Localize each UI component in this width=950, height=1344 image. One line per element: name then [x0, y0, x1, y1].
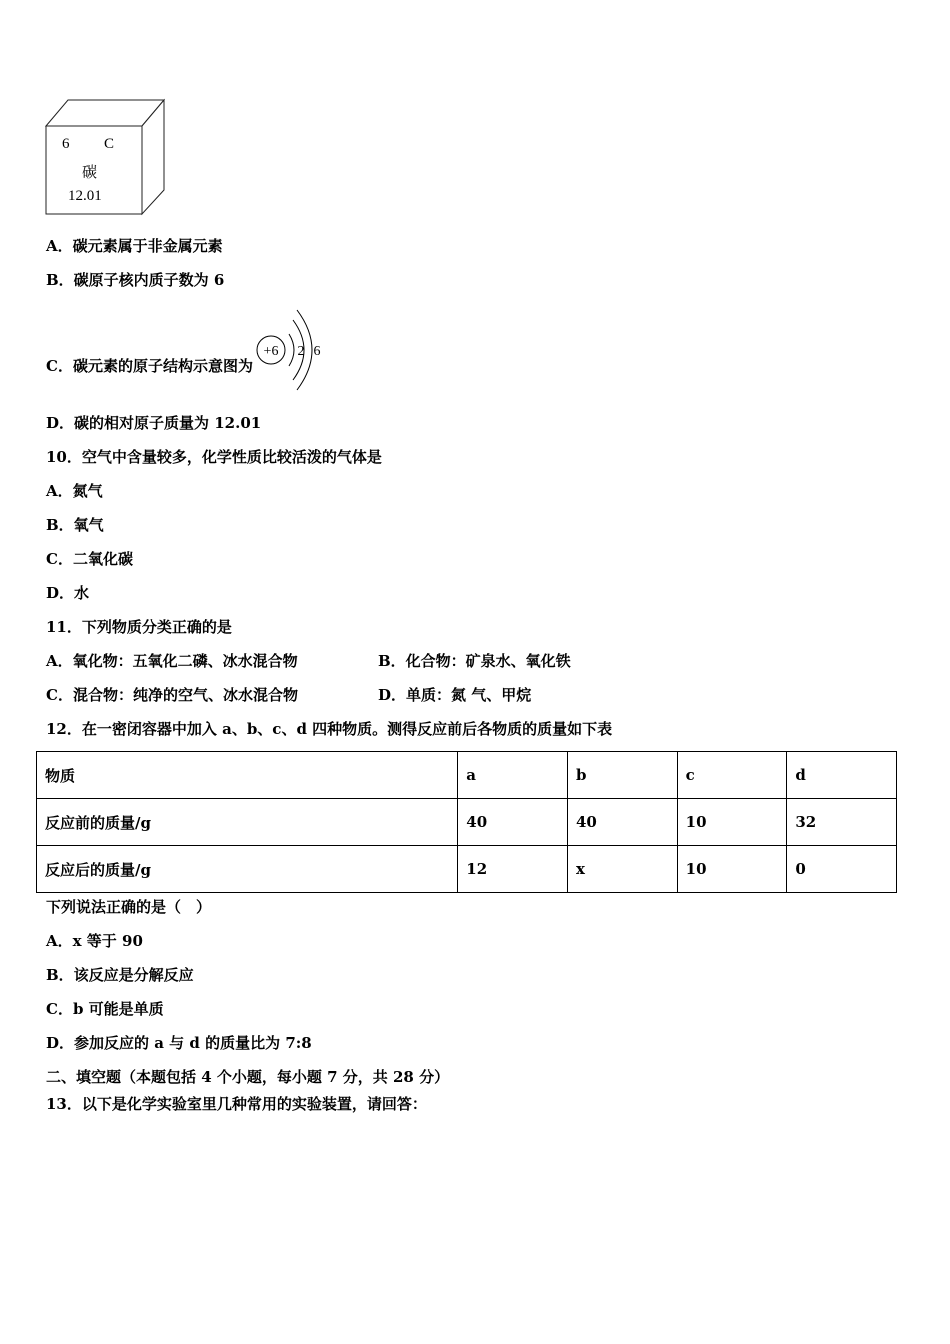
- table-header-cell: a: [458, 752, 568, 799]
- q9-option-d: D．碳的相对原子质量为 12.01: [46, 414, 262, 432]
- q12-option-d: D．参加反应的 a 与 d 的质量比为 7:8: [46, 1034, 312, 1052]
- table-cell: 32: [787, 799, 897, 846]
- q11-option-b: B．化合物：矿泉水、氧化铁: [378, 652, 571, 670]
- section-heading: 二、填空题（本题包括 4 个小题，每小题 7 分，共 28 分）: [46, 1068, 450, 1086]
- q9-option-c-text: C．碳元素的原子结构示意图为: [46, 357, 253, 375]
- q12-option-c: C．b 可能是单质: [46, 1000, 164, 1018]
- q10-option-a: A．氮气: [46, 482, 103, 500]
- table-cell: 12: [458, 846, 568, 893]
- table-cell: 反应后的质量/g: [37, 846, 458, 893]
- element-name: 碳: [82, 165, 98, 181]
- table-header-cell: d: [787, 752, 897, 799]
- shell-2-electrons: 6: [313, 344, 321, 359]
- q11-option-c: C．混合物：纯净的空气、冰水混合物: [46, 686, 298, 704]
- element-card-frame: [44, 98, 168, 218]
- q10-option-d: D．水: [46, 584, 90, 602]
- element-card: [44, 98, 168, 218]
- q12-option-a: A．x 等于 90: [46, 932, 143, 950]
- atomic-mass: 12.01: [68, 188, 102, 204]
- table-header-cell: b: [567, 752, 677, 799]
- table-cell: 10: [677, 799, 787, 846]
- table-cell: 40: [567, 799, 677, 846]
- atomic-number: 6: [62, 136, 70, 152]
- table-cell: 40: [458, 799, 568, 846]
- element-symbol: C: [104, 136, 115, 152]
- shell-1-electrons: 2: [297, 344, 305, 359]
- table-cell: 10: [677, 846, 787, 893]
- atom-structure-diagram: [255, 308, 327, 392]
- q11-option-d: D．单质：氮 气、甲烷: [378, 686, 532, 704]
- table-row: [37, 799, 897, 846]
- table-cell: x: [567, 846, 677, 893]
- q13-stem: 13．以下是化学实验室里几种常用的实验装置，请回答：: [46, 1095, 427, 1113]
- q12-prompt: 下列说法正确的是（ ）: [46, 898, 212, 916]
- q10-stem: 10．空气中含量较多，化学性质比较活泼的气体是: [46, 448, 382, 466]
- mass-table: [36, 751, 897, 893]
- q9-option-b: B．碳原子核内质子数为 6: [46, 271, 225, 289]
- q10-option-c: C．二氧化碳: [46, 550, 133, 568]
- table-row: [37, 846, 897, 893]
- table-cell: 0: [787, 846, 897, 893]
- q12-stem: 12．在一密闭容器中加入 a、b、c、d 四种物质。测得反应前后各物质的质量如下表: [46, 720, 613, 738]
- q11-option-a: A．氧化物：五氧化二磷、冰水混合物: [46, 652, 298, 670]
- q12-option-b: B．该反应是分解反应: [46, 966, 194, 984]
- table-header-row: [37, 752, 897, 799]
- table-header-cell: c: [677, 752, 787, 799]
- q11-stem: 11．下列物质分类正确的是: [46, 618, 232, 636]
- q10-option-b: B．氧气: [46, 516, 104, 534]
- q9-option-a: A．碳元素属于非金属元素: [46, 237, 223, 255]
- table-cell: 反应前的质量/g: [37, 799, 458, 846]
- table-header-cell: 物质: [37, 752, 458, 799]
- nucleus-charge: +6: [263, 344, 279, 359]
- q9-option-c: [46, 342, 327, 392]
